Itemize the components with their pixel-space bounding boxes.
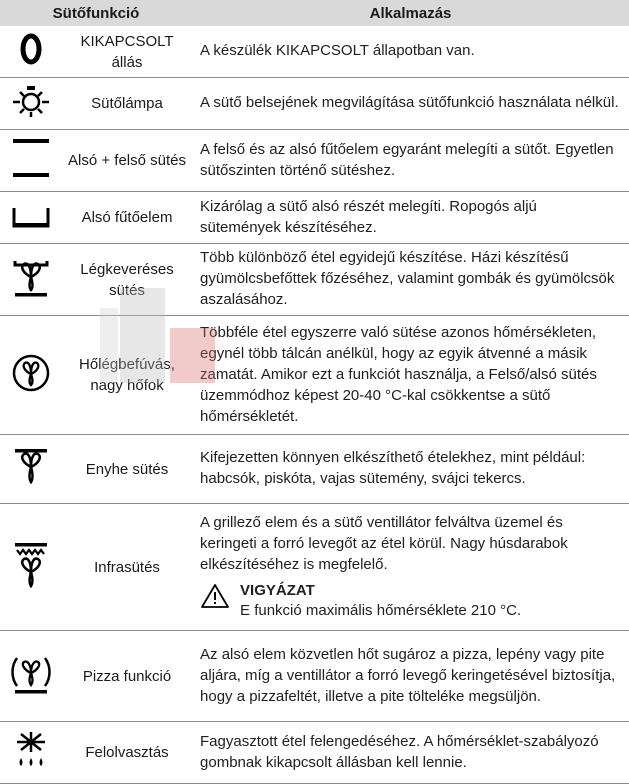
header-application: Alkalmazás [192,0,629,26]
table-row [0,26,629,78]
table-row [0,192,629,244]
table-row [0,504,629,631]
function-description: A készülék KIKAPCSOLT állapotban van. [192,26,629,78]
function-name: Infrasütés [62,504,192,631]
warning-box [200,581,621,621]
function-name: Felolvasztás [62,722,192,784]
zero-off-icon [0,26,62,78]
warning-text: E funkció maximális hőmérséklete 210 °C. [240,601,522,619]
function-description: Többféle étel egyszerre való sütése azonos hőmérsékleten, egynél több tálcán anélkül, hogy az egyik átvenné a másik zamatát. Amikor ezt a funkciót használja, a Felső/alsó sütés üzemmódhoz képest 20-40 °C-kal csökkentse a sütő hőmérsékletét. [192,316,629,435]
bottom-heat-icon [0,192,62,244]
function-name: KIKAPCSOLT állás [62,26,192,78]
function-name: Alsó fűtőelem [62,192,192,244]
oven-lamp-icon [0,78,62,130]
function-description: Kizárólag a sütő alsó részét melegíti. Ropogós aljú sütemények készítéséhez. [192,192,629,244]
function-description: Több különböző étel egyidejű készítése. Házi készítésű gyümölcsbefőttek főzéséhez, valamint gombák és gyümölcsök aszalásához. [192,244,629,316]
function-name: Pizza funkció [62,631,192,722]
defrost-icon [0,722,62,784]
function-description: Fagyasztott étel felengedéséhez. A hőmérséklet-szabályozó gombnak kikapcsolt állásban kell lennie. [192,722,629,784]
function-name: Légkeveréses sütés [62,244,192,316]
table-row [0,130,629,192]
top-bottom-heat-icon [0,130,62,192]
function-description: Az alsó elem közvetlen hőt sugároz a pizza, lepény vagy pite aljára, míg a ventillátor a forró levegő keringetésével biztosítja, hogy a pizzafeltét, illetve a pite tölteléke megsüljön. [192,631,629,722]
table-row [0,78,629,130]
header-function: Sütőfunkció [0,0,192,26]
table-row [0,435,629,504]
function-description: Kifejezetten könnyen elkészíthető ételekhez, mint például: habcsók, piskóta, vajas sütemény, svájci tekercs. [192,435,629,504]
table-row [0,722,629,784]
function-name: Enyhe sütés [62,435,192,504]
warning-title: VIGYÁZAT [240,581,315,599]
table-row [0,316,629,435]
table-row [0,244,629,316]
circle-fan-icon [0,316,62,435]
pizza-fan-icon [0,631,62,722]
function-description: A sütő belsejének megvilágítása sütőfunkció használata nélkül. [192,78,629,130]
function-name: Alsó + felső sütés [62,130,192,192]
fan-bottom-heat-icon [0,244,62,316]
function-name: Hőlégbefúvás, nagy hőfok [62,316,192,435]
function-description [192,504,629,631]
function-description: A felső és az alsó fűtőelem egyaránt melegíti a sütőt. Egyetlen sütőszinten történő sütéshez. [192,130,629,192]
table-header-row [0,0,629,26]
grill-fan-icon [0,504,62,631]
table-row [0,631,629,722]
function-name: Sütőlámpa [62,78,192,130]
function-description-text: A grillező elem és a sütő ventillátor felváltva üzemel és keringeti a forró levegőt az étel körül. Nagy húsdarabok elkészítéséhez is megfelelő. [200,513,568,573]
fan-top-heat-icon [0,435,62,504]
warning-triangle-icon [200,583,230,609]
